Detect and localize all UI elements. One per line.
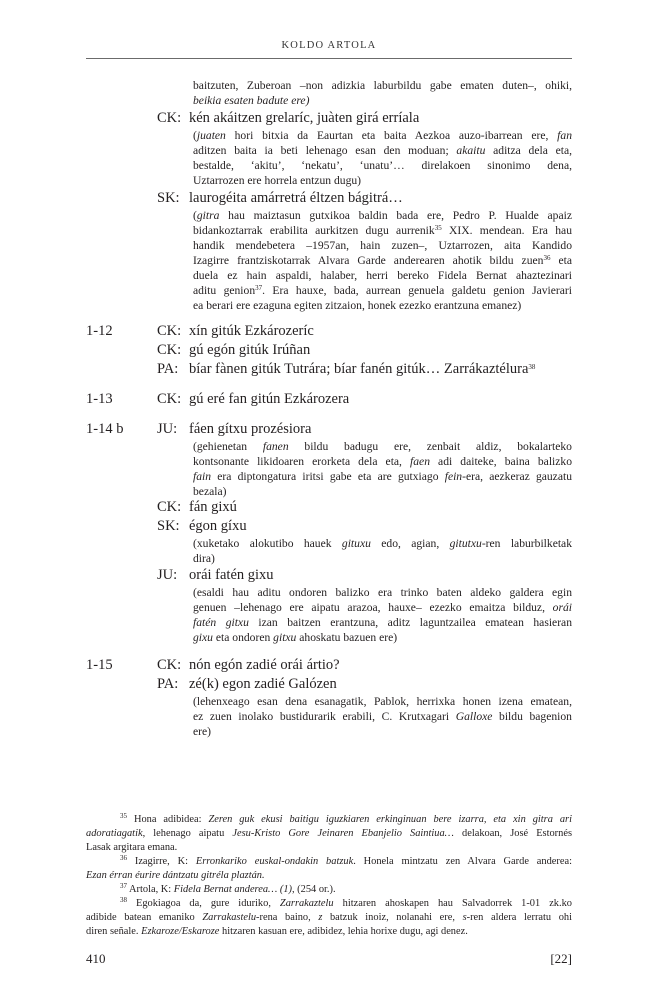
comment-line: (lehenxeago esan dena esanagatik, Pablok, herrixka honen izena ematean, — [193, 695, 572, 708]
example-number: 1-12 — [86, 323, 113, 339]
speaker-label: PA: — [157, 361, 179, 377]
comment-line: kontsonante likidoaren erorketa dela eta, faen adi daiteke, baina balizko — [193, 455, 572, 468]
speaker-label: SK: — [157, 518, 180, 534]
speaker-label: CK: — [157, 391, 182, 407]
comment-line: dira) — [193, 552, 215, 565]
comment-line: Izagirre frantziskotarrak Alvara Garde anderearen ahotik bildu zuen$^{36}$ eta — [193, 254, 572, 267]
utterance: orái fatén gixu — [189, 567, 274, 583]
comment-line: (esaldi hau aditu ondoren balizko era trinko baten aldeko galdera egin — [193, 586, 572, 599]
utterance: bíar fànen gitúk Tutrára; bíar fanén gitúk… Zarrákaztélura$^{38}$ — [189, 361, 536, 377]
comment-line: fatén gitxu izan baitzen erantzuna, aditz laguntzailea ematean hasieran — [193, 616, 573, 629]
utterance: fán gixú — [189, 499, 237, 515]
footnote-ref: 35 — [434, 224, 442, 232]
utterance: xín gitúk Ezkározeríc — [189, 323, 314, 339]
footnote-line: Lasak argitara emana. — [86, 842, 178, 853]
running-title: KOLDO ARTOLA — [281, 40, 377, 51]
running-header — [86, 40, 572, 59]
comment-line: duela ez hain aspaldi, halaber, herri bereko Fidela Bernat ahaztezinari — [193, 269, 572, 282]
bracket-number: [22] — [550, 951, 572, 966]
speaker-label: CK: — [157, 323, 182, 339]
speaker-label: CK: — [157, 110, 182, 126]
footnote-line: adibide batean emaniko Zarrakastelu-rena baino, z batzuk inoiz, nolanahi ere, s-ren aldera lerratu ohi — [86, 912, 572, 923]
utterance: gú eré fan gitún Ezkározera — [189, 391, 350, 407]
utterance: zé(k) egon zadié Galózen — [189, 676, 337, 692]
comment-line: ea berari ere ezaguna egiten zitzaion, honek ezezko erantzuna emanez) — [193, 299, 522, 312]
comment-line: fain era diptongatura iritsi gabe eta are gutxiago fein-era, aezkeraz gauzatu — [193, 470, 572, 483]
comment-line: ez zuen inolako bustidurarik erabili, C. Krutxagari Galloxe bildu bagenion — [193, 710, 572, 723]
example-number: 1-14 b — [86, 421, 124, 437]
comment-line: aditzen baita ia beti lehenago esan den moduan; akaitu aditza dela eta, — [193, 144, 573, 157]
utterance: laurogéita amárretrá éltzen bágitrá… — [189, 190, 403, 206]
footnote-line: $^{35}$ Hona adibidea: Zeren guk ekusi baitigu iguzkiaren erkinginuan bere izarra, eta xin gitra ari — [120, 812, 572, 825]
footnote-line: $^{38}$ Egokiagoa da, gure iduriko, Zarrakaztelu hitzaren ahoskapen hau Salvadorrek 1-01 zk.ko — [120, 896, 572, 909]
comment-line: (gitra hau maiztasun gutxikoa baldin bada ere, Pedro P. Hualde apaiz — [193, 209, 572, 222]
speaker-label: CK: — [157, 342, 182, 358]
comment-line: ere) — [193, 725, 212, 738]
utterance: fáen gítxu prozésiora — [189, 421, 312, 437]
comment-line: (gehienetan fanen bildu badugu ere, zenbait aldiz, bokalarteko — [193, 440, 572, 453]
comment-line: Uztarrozen ere horrela entzun dugu) — [193, 174, 362, 187]
footnote-line: adoratiagatik, lehenago aipatu Jesu-Kristo Gore Jeinaren Ebanjelio Saintiua… delakoan, José Estornés — [86, 828, 572, 839]
footnote-ref: 37 — [255, 284, 263, 292]
footnote-ref: 36 — [543, 254, 551, 262]
page-number: 410 — [86, 951, 106, 966]
comment-line: aditu genion$^{37}$. Era hauxe, bada, aurrean genuela galdetu genion Javierari — [193, 284, 573, 297]
speaker-label: SK: — [157, 190, 180, 206]
comment-line: gixu eta ondoren gitxu ahoskatu bazuen ere) — [193, 631, 398, 644]
speaker-label: JU: — [157, 567, 178, 583]
speaker-label: CK: — [157, 499, 182, 515]
utterance: nón egón zadié orái ártio? — [189, 657, 340, 673]
comment-line: handik mendebetera –1957an, hain zuzen–, Uztarrozen, aita Kandido — [193, 239, 572, 252]
speaker-label: CK: — [157, 657, 182, 673]
comment-line: (xuketako alokutibo hauek gituxu edo, agian, gitutxu-ren laburbilketak — [193, 537, 573, 550]
comment-line: (juaten hori bitxia da Eaurtan eta baita Aezkoa auzo-ibarrean ere, fan — [193, 129, 572, 142]
footnote-line: diren señale. Ezkaroze/Eskaroze hitzaren kasuan ere, adibidez, lehia horixe dugu, agi denez. — [86, 926, 468, 937]
footnote-line: Ezan érran éurire dántzatu gitréla plaztán. — [86, 870, 265, 881]
comment-line: bezala) — [193, 485, 227, 498]
footnote-line: $^{37}$ Artola, K: Fidela Bernat anderea… (1), (254 or.). — [120, 882, 336, 895]
speaker-label: JU: — [157, 421, 178, 437]
example-number: 1-13 — [86, 391, 113, 407]
footnote-line: $^{36}$ Izagirre, K: Erronkariko euskal-ondakin batzuk. Honela mintzatu zen Alvara Garde anderea: — [120, 854, 572, 867]
comment-line: genuen –lehenago ere aipatu arazoa, hauxe– ezezko emaitza bilduz, orái — [193, 601, 572, 614]
speaker-label: PA: — [157, 676, 179, 692]
comment-line: beikia esaten badute ere) — [193, 94, 310, 107]
comment-line: baitzuten, Zuberoan –non adizkia laburbildu gabe ematen duten–, ohiki, — [193, 79, 572, 92]
utterance: gú egón gitúk Irúñan — [189, 342, 311, 358]
utterance: kén akáitzen grelaríc, juàten girá erríala — [189, 110, 420, 126]
comment-line: bestalde, ‘akitu’, ‘nekatu’, ‘unatu’… direlakoen sinonimo dena, — [193, 159, 572, 172]
footnote-ref: 38 — [528, 363, 536, 371]
example-number: 1-15 — [86, 657, 113, 673]
comment-line: bidankoztarrak erabilita aurkitzen dugu aurrenik$^{35}$ XIX. mendean. Era hau — [193, 224, 572, 237]
utterance: égon gíxu — [189, 518, 247, 534]
